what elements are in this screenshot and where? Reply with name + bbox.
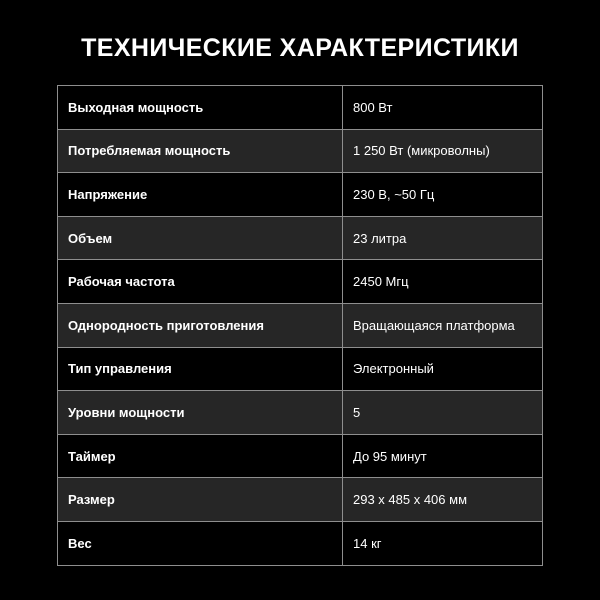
spec-value: 14 кг xyxy=(343,521,543,565)
spec-value: 293 х 485 х 406 мм xyxy=(343,478,543,522)
table-row xyxy=(58,129,543,173)
table-row xyxy=(58,173,543,217)
table-row xyxy=(58,260,543,304)
spec-label: Уровни мощности xyxy=(58,391,343,435)
table-row xyxy=(58,391,543,435)
table-row xyxy=(58,347,543,391)
page-title: ТЕХНИЧЕСКИЕ ХАРАКТЕРИСТИКИ xyxy=(81,34,519,62)
table-row xyxy=(58,303,543,347)
spec-value: Вращающаяся платформа xyxy=(343,303,543,347)
table-row xyxy=(58,216,543,260)
spec-label: Объем xyxy=(58,216,343,260)
spec-label: Таймер xyxy=(58,434,343,478)
table-row xyxy=(58,434,543,478)
specs-table xyxy=(57,85,543,566)
spec-label: Напряжение xyxy=(58,173,343,217)
spec-value: Электронный xyxy=(343,347,543,391)
spec-label: Рабочая частота xyxy=(58,260,343,304)
table-row xyxy=(58,521,543,565)
spec-value: До 95 минут xyxy=(343,434,543,478)
table-row xyxy=(58,86,543,130)
spec-label: Потребляемая мощность xyxy=(58,129,343,173)
spec-label: Тип управления xyxy=(58,347,343,391)
spec-label: Однородность приготовления xyxy=(58,303,343,347)
table-row xyxy=(58,478,543,522)
spec-label: Размер xyxy=(58,478,343,522)
spec-label: Вес xyxy=(58,521,343,565)
spec-value: 5 xyxy=(343,391,543,435)
spec-value: 23 литра xyxy=(343,216,543,260)
spec-value: 1 250 Вт (микроволны) xyxy=(343,129,543,173)
spec-value: 230 В, ~50 Гц xyxy=(343,173,543,217)
spec-value: 2450 Мгц xyxy=(343,260,543,304)
spec-value: 800 Вт xyxy=(343,86,543,130)
spec-label: Выходная мощность xyxy=(58,86,343,130)
